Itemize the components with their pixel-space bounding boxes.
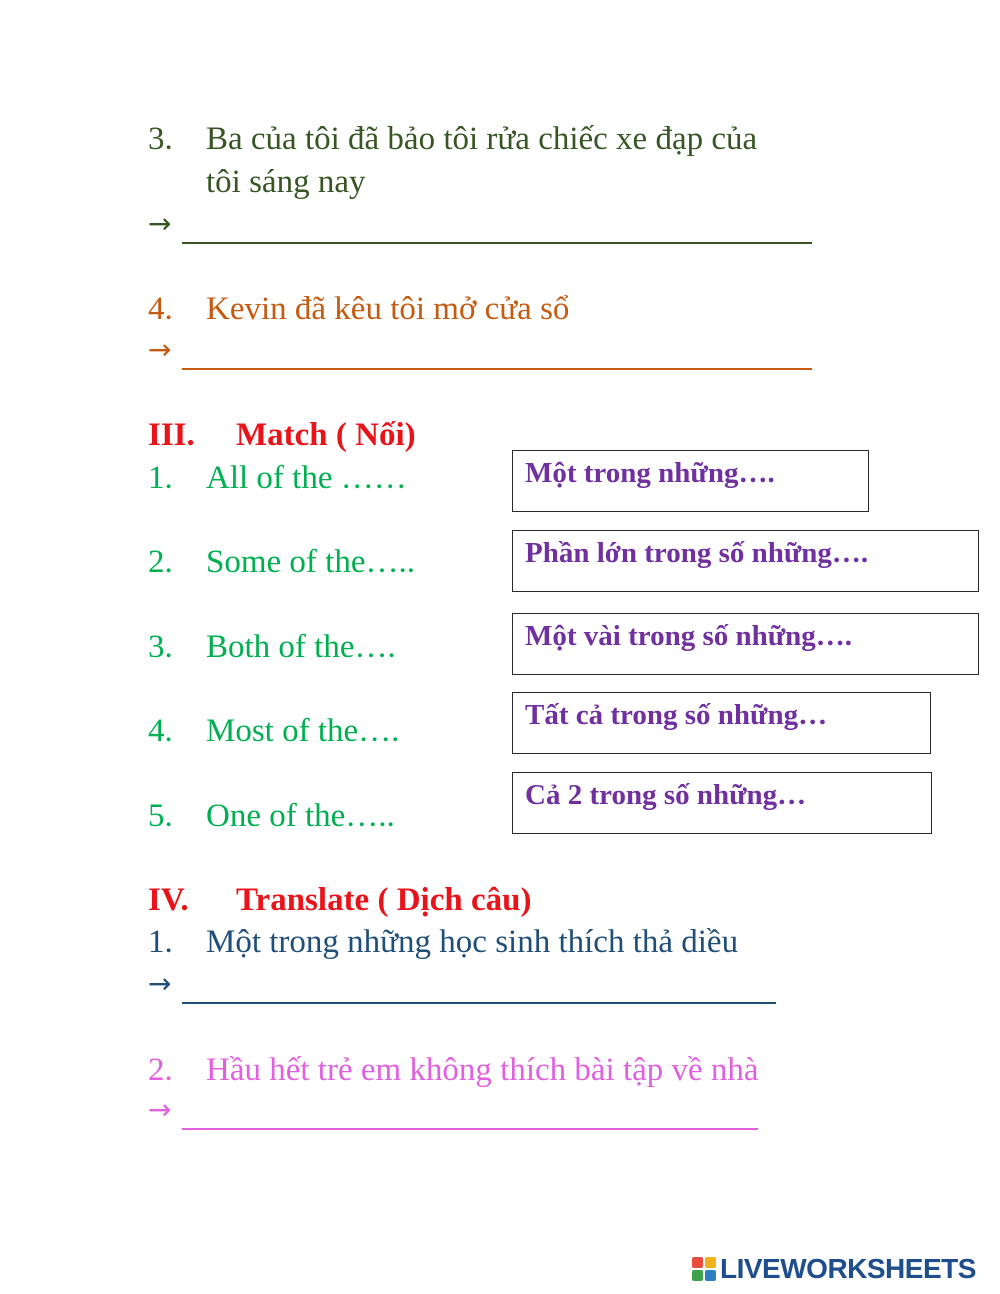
match-left-item[interactable]: Both of the…. xyxy=(206,629,396,665)
match-left-number: 3. xyxy=(148,629,173,665)
section-3-title: Match ( Nối) xyxy=(236,417,416,453)
match-left-number: 1. xyxy=(148,460,173,496)
section-4-numeral: IV. xyxy=(148,882,189,918)
match-left-number: 4. xyxy=(148,713,173,749)
arrow-icon: → xyxy=(148,1093,172,1126)
question-3-text-line2: tôi sáng nay xyxy=(206,164,366,200)
question-4-text: Kevin đã kêu tôi mở cửa sổ xyxy=(206,291,570,327)
section-3-numeral: III. xyxy=(148,417,195,453)
liveworksheets-logo-icon xyxy=(692,1257,716,1281)
match-left-item[interactable]: Most of the…. xyxy=(206,713,400,749)
liveworksheets-logo xyxy=(692,1254,976,1284)
arrow-icon: → xyxy=(148,207,172,240)
match-left-item[interactable]: Some of the….. xyxy=(206,544,415,580)
match-right-box[interactable]: Một vài trong số những…. xyxy=(512,613,979,675)
translate-item-text: Hầu hết trẻ em không thích bài tập về nhà xyxy=(206,1052,759,1088)
answer-line-t2[interactable] xyxy=(182,1128,758,1130)
match-right-box[interactable]: Tất cả trong số những… xyxy=(512,692,931,754)
question-3-number: 3. xyxy=(148,121,173,157)
section-4-title: Translate ( Dịch câu) xyxy=(236,882,532,918)
translate-item-number: 2. xyxy=(148,1052,173,1088)
translate-item-text: Một trong những học sinh thích thả diều xyxy=(206,924,739,960)
answer-line-q3[interactable] xyxy=(182,242,812,244)
match-left-item[interactable]: One of the….. xyxy=(206,798,395,834)
question-4-number: 4. xyxy=(148,291,173,327)
answer-line-q4[interactable] xyxy=(182,368,812,370)
match-left-number: 5. xyxy=(148,798,173,834)
question-3-text-line1: Ba của tôi đã bảo tôi rửa chiếc xe đạp của xyxy=(206,121,758,157)
match-left-item[interactable]: All of the …… xyxy=(206,460,407,496)
match-right-box[interactable]: Phần lớn trong số những…. xyxy=(512,530,979,592)
arrow-icon: → xyxy=(148,333,172,366)
logo-text: LIVEWORKSHEETS xyxy=(720,1253,976,1284)
translate-item-number: 1. xyxy=(148,924,173,960)
match-left-number: 2. xyxy=(148,544,173,580)
match-right-box[interactable]: Một trong những…. xyxy=(512,450,869,512)
answer-line-t1[interactable] xyxy=(182,1002,776,1004)
arrow-icon: → xyxy=(148,967,172,1000)
match-right-box[interactable]: Cả 2 trong số những… xyxy=(512,772,932,834)
